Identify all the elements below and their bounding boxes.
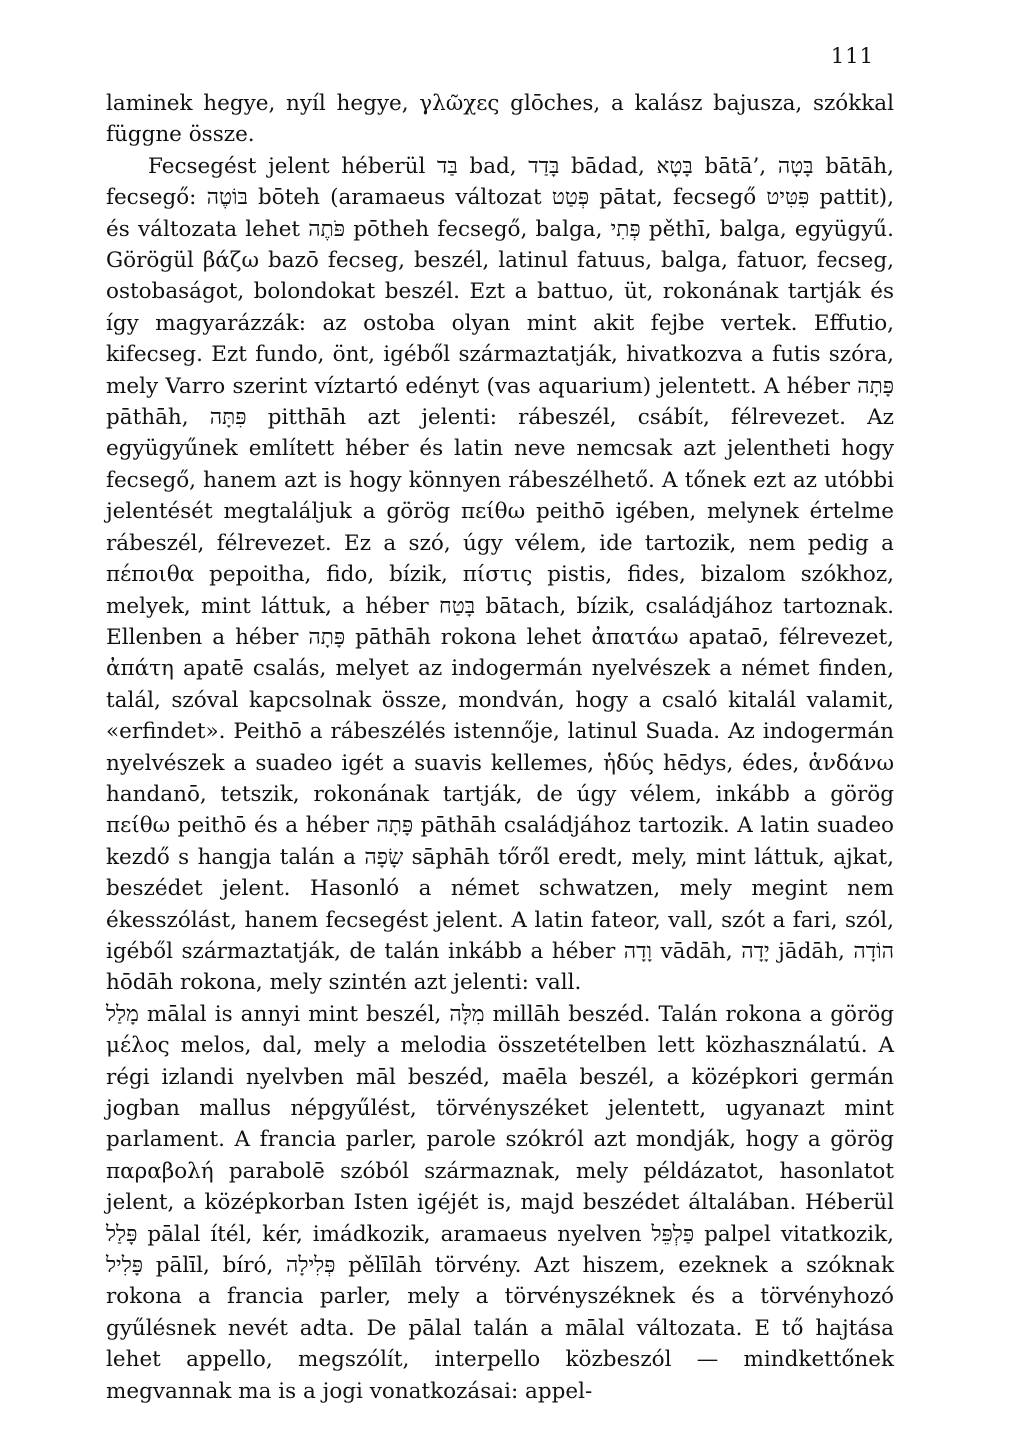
paragraph-malal: מָלַל mālal is annyi mint beszél, מִלָּה millāh beszéd. Talán rokona a görög μέλος melos, dal, mely a melodia összetételben lett közhasználatú. A régi izlandi nyelvben māl beszéd, maēla beszél, a középkori germán jogban mallus népgyűlést, törvényszéket jelentett, ugyanazt mint parlament. A francia parler, parole szókról azt mondják, hogy a görög παραβολή parabolē szóból származnak, mely példázatot, hasonlatot jelent, a középkorban Isten igéjét is, majd beszédet általában. Héberül פָּלַל pālal ítél, kér, imádkozik, aramaeus nyelven פַּלְפֵּל palpel vitatkozik, פָּלִיל pālīl, bíró, פְּלִילָה pělīlāh törvény. Azt hiszem, ezeknek a szóknak rokona a francia parler, mely a törvényszéknek és a törvényhozó gyűlésnek nevét adta. De pālal talán a mālal változata. E tő hajtása lehet appello, megszólít, interpello közbeszól — mindkettőnek megvannak ma is a jogi vonatkozásai: appel-: [106, 1001, 894, 1404]
paragraph-fecsegest: Fecsegést jelent héberül בַּד bad, בָּדַד bādad, בָּטָא bātā’, בָּטָה bātāh, fecsegő: בּוֹטֶה bōteh (aramaeus változat פְּטַט pātat, fecsegő פִּטִּיט pattit), és változata lehet פֹּתֶה pōtheh fecsegő, balga, פְּתִי pěthī, balga, együgyű. Görögül βάζω bazō fecseg, beszél, latinul fatuus, balga, fatuor, fecseg, ostobaságot, bolondokat beszél. Ezt a battuo, üt, rokonának tartják és így magyarázzák: az ostoba olyan mint akit fejbe vertek. Effutio, kifecseg. Ezt fundo, önt, igéből származtatják, hivatkozva a futis szóra, mely Varro szerint víztartó edényt (vas aquarium) jelentett. A héber פָּתָה pāthāh, פִּתָּה pitthāh azt jelenti: rábeszél, csábít, félrevezet. Az együgyűnek említett héber és latin neve nemcsak azt jelentheti hogy fecsegő, hanem azt is hogy könnyen rábeszélhető. A tőnek ezt az utóbbi jelentését megtaláljuk a görög πείθω peithō igében, melynek értelme rábeszél, félrevezet. Ez a szó, úgy vélem, ide tartozik, nem pedig a πέποιθα pepoitha, fido, bízik, πίστις pistis, fides, bizalom szókhoz, melyek, mint láttuk, a héber בָּטַח bātach, bízik, családjához tartoznak. Ellenben a héber פָּתָה pāthāh rokona lehet ἀπατάω apataō, félrevezet, ἀπάτη apatē csalás, melyet az indogermán nyelvészek a német finden, talál, szóval kapcsolnak össze, mondván, hogy a csaló kitalál valamit, «erfindet». Peithō a rábeszélés istennője, latinul Suada. Az indogermán nyelvészek a suadeo igét a suavis kellemes, ἡδύς hēdys, édes, ἁνδάνω handanō, tetszik, rokonának tartják, de úgy vélem, inkább a görög πείθω peithō és a héber פָּתָה pāthāh családjához tartozik. A latin suadeo kezdő s hangja talán a שָׂפָה sāphāh tőről eredt, mely, mint láttuk, ajkat, beszédet jelent. Hasonló a német schwatzen, mely megint nem ékesszólást, hanem fecsegést jelent. A latin fateor, vall, szót a fari, szól, igéből származtatják, de talán inkább a héber וָדָה vādāh, יָדָה jādāh, הוֹדָה hōdāh rokona, mely szintén azt jelenti: vall.: [106, 153, 895, 996]
body-text: [106, 88, 894, 1407]
paragraph-continuation: laminek hegye, nyíl hegye, γλῶχες glōches, a kalász bajusza, szókkal függne össze.: [106, 91, 894, 148]
page-number: 111: [830, 44, 874, 68]
